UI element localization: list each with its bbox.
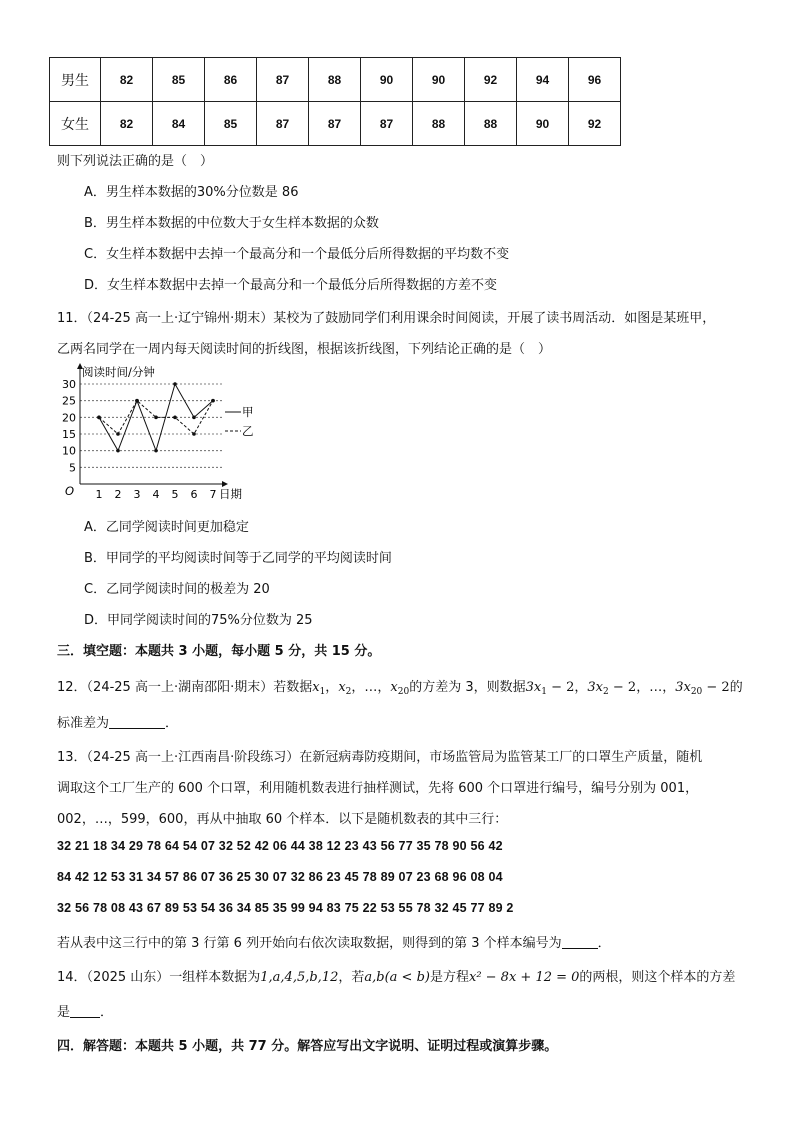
y-tick-label: 20 (62, 411, 76, 425)
score-table (49, 57, 621, 146)
q13-line1: 13．（24-25 高一上·江西南昌·阶段练习）在新冠病毒防疫期间，市场监管局为监管某工厂的口罩生产质量，随机 (57, 750, 703, 765)
x-tick-label: 6 (190, 488, 198, 501)
q11-option-d: D．甲同学阅读时间的75%分位数为 25 (84, 613, 313, 628)
q10-option-d: D．女生样本数据中去掉一个最高分和一个最低分后所得数据的方差不变 (84, 278, 498, 293)
q11-option-a: A．乙同学阅读时间更加稳定 (84, 520, 249, 535)
table-cell: 92 (569, 102, 621, 146)
origin-label: O (65, 484, 75, 498)
q11-option-b: B．甲同学的平均阅读时间等于乙同学的平均阅读时间 (84, 551, 392, 566)
table-cell: 87 (361, 102, 413, 146)
q12-line2: 标准差为 ． (57, 716, 179, 731)
x-axis-label: 日期 (219, 487, 242, 501)
q13-line2: 调取这个工厂生产的 600 个口罩，利用随机数表进行抽样测试，先将 600 个口罩进行编号，编号分别为 001， (57, 781, 699, 796)
section-3-heading: 三．填空题：本题共 3 小题，每小题 5 分，共 15 分。 (57, 644, 381, 659)
table-cell: 88 (309, 58, 361, 102)
answer-blank[interactable] (70, 1005, 100, 1018)
math-3x1-2: $3x_1 - 2$ (525, 680, 575, 697)
math-x2: $x_2$ (338, 680, 352, 697)
table-cell: 85 (153, 58, 205, 102)
answer-blank[interactable] (562, 936, 598, 949)
y-tick-label: 15 (62, 428, 76, 441)
table-row-girls (50, 102, 621, 146)
data-point (135, 399, 139, 403)
data-point (173, 382, 177, 386)
math-x20: $x_{20}$ (390, 680, 410, 697)
table-cell: 87 (257, 102, 309, 146)
x-tick-label: 7 (209, 488, 217, 501)
y-tick-label: 25 (62, 394, 76, 408)
data-point (192, 416, 196, 420)
math-x1: $x_1$ (312, 680, 326, 697)
table-cell: 96 (569, 58, 621, 102)
table-cell: 90 (517, 102, 569, 146)
q11-line2: 乙两名同学在一周内每天阅读时间的折线图，根据该折线图，下列结论正确的是（ ） (57, 342, 552, 357)
q13-line3: 002，…，599，600，再从中抽取 60 个样本．以下是随机数表的其中三行： (57, 812, 508, 827)
q11-option-c: C．乙同学阅读时间的极差为 20 (84, 582, 270, 597)
x-tick-label: 5 (171, 488, 179, 501)
data-point (211, 399, 215, 403)
table-row-boys (50, 58, 621, 102)
section-4-heading: 四．解答题：本题共 5 小题，共 77 分。解答应写出文字说明、证明过程或演算步骤。 (57, 1039, 558, 1054)
table-cell: 88 (465, 102, 517, 146)
x-tick-label: 4 (152, 488, 160, 501)
math-3x2-2: $3x_2 - 2$ (587, 680, 637, 697)
table-cell: 90 (361, 58, 413, 102)
data-point (154, 416, 158, 420)
data-point (154, 449, 158, 453)
q12-line1: 12．（24-25 高一上·湖南邵阳·期末）若数据$x_1$，$x_2$，…，$x_{20}$的方差为 3，则数据$3x_1 - 2$，$3x_2 - 2$，…，$3x_{20} - 2$的 (57, 680, 743, 697)
y-tick-label: 5 (69, 461, 76, 475)
math-ab: a,b (364, 970, 385, 985)
y-axis-label: 阅读时间/分钟 (82, 365, 155, 379)
math-data-set: 1,a,4,5,b,12 (260, 970, 339, 985)
legend-label-yi: 乙 (242, 424, 254, 438)
random-number-row-3: 32 56 78 08 43 67 89 53 54 36 34 85 35 99 94 83 75 22 53 55 78 32 45 77 89 2 (57, 901, 514, 915)
q10-option-c: C．女生样本数据中去掉一个最高分和一个最低分后所得数据的平均数不变 (84, 247, 510, 262)
x-tick-label: 1 (95, 488, 103, 501)
x-tick-label: 3 (133, 488, 141, 501)
y-tick-label: 30 (62, 378, 76, 391)
data-point (116, 432, 120, 436)
data-point (173, 416, 177, 420)
table-cell: 84 (153, 102, 205, 146)
table-cell: 92 (465, 58, 517, 102)
data-point (116, 449, 120, 453)
q14-line1: 14．（2025 山东）一组样本数据为1,a,4,5,b,12，若a,b(a < b)是方程x² − 8x + 12 = 0的两根，则这个样本的方差 (57, 970, 736, 985)
random-number-row-2: 84 42 12 53 31 34 57 86 07 36 25 30 07 32 86 23 45 78 89 07 23 68 96 08 04 (57, 870, 503, 884)
table-cell: 94 (517, 58, 569, 102)
math-equation: x² − 8x + 12 = 0 (468, 970, 580, 985)
table-cell: 86 (205, 58, 257, 102)
data-point (192, 432, 196, 436)
random-number-row-1: 32 21 18 34 29 78 64 54 07 32 52 42 06 44 38 12 23 43 56 77 35 78 90 56 42 (57, 839, 503, 853)
x-tick-label: 2 (114, 488, 122, 501)
q14-line2: 是 ． (57, 1005, 114, 1020)
math-3x20-2: $3x_{20} - 2$ (675, 680, 730, 697)
table-cell: 87 (257, 58, 309, 102)
math-condition: (a < b) (384, 970, 430, 985)
q10-option-a: A．男生样本数据的30%分位数是 86 (84, 185, 299, 200)
y-tick-label: 10 (62, 444, 76, 458)
reading-time-line-chart (55, 362, 270, 504)
q10-stem: 则下列说法正确的是（ ） (57, 154, 214, 169)
q12-mid: 的方差为 3，则数据 (409, 680, 526, 695)
table-cell: 82 (101, 58, 153, 102)
table-cell: 87 (309, 102, 361, 146)
row-label: 男生 (50, 58, 101, 102)
data-point (97, 416, 101, 420)
table-cell: 85 (205, 102, 257, 146)
q13-question: 若从表中这三行中的第 3 行第 6 列开始向右依次读取数据，则得到的第 3 个样本编号为 ． (57, 936, 611, 951)
row-label: 女生 (50, 102, 101, 146)
legend-label-jia: 甲 (242, 405, 254, 419)
table-cell: 88 (413, 102, 465, 146)
q10-option-b: B．男生样本数据的中位数大于女生样本数据的众数 (84, 216, 379, 231)
q12-prefix: 12．（24-25 高一上·湖南邵阳·期末）若数据 (57, 680, 313, 695)
table-cell: 82 (101, 102, 153, 146)
q11-line1: 11．（24-25 高一上·辽宁锦州·期末）某校为了鼓励同学们利用课余时间阅读，开展了读书周活动．如图是某班甲， (57, 311, 716, 326)
answer-blank[interactable] (109, 716, 165, 729)
table-cell: 90 (413, 58, 465, 102)
